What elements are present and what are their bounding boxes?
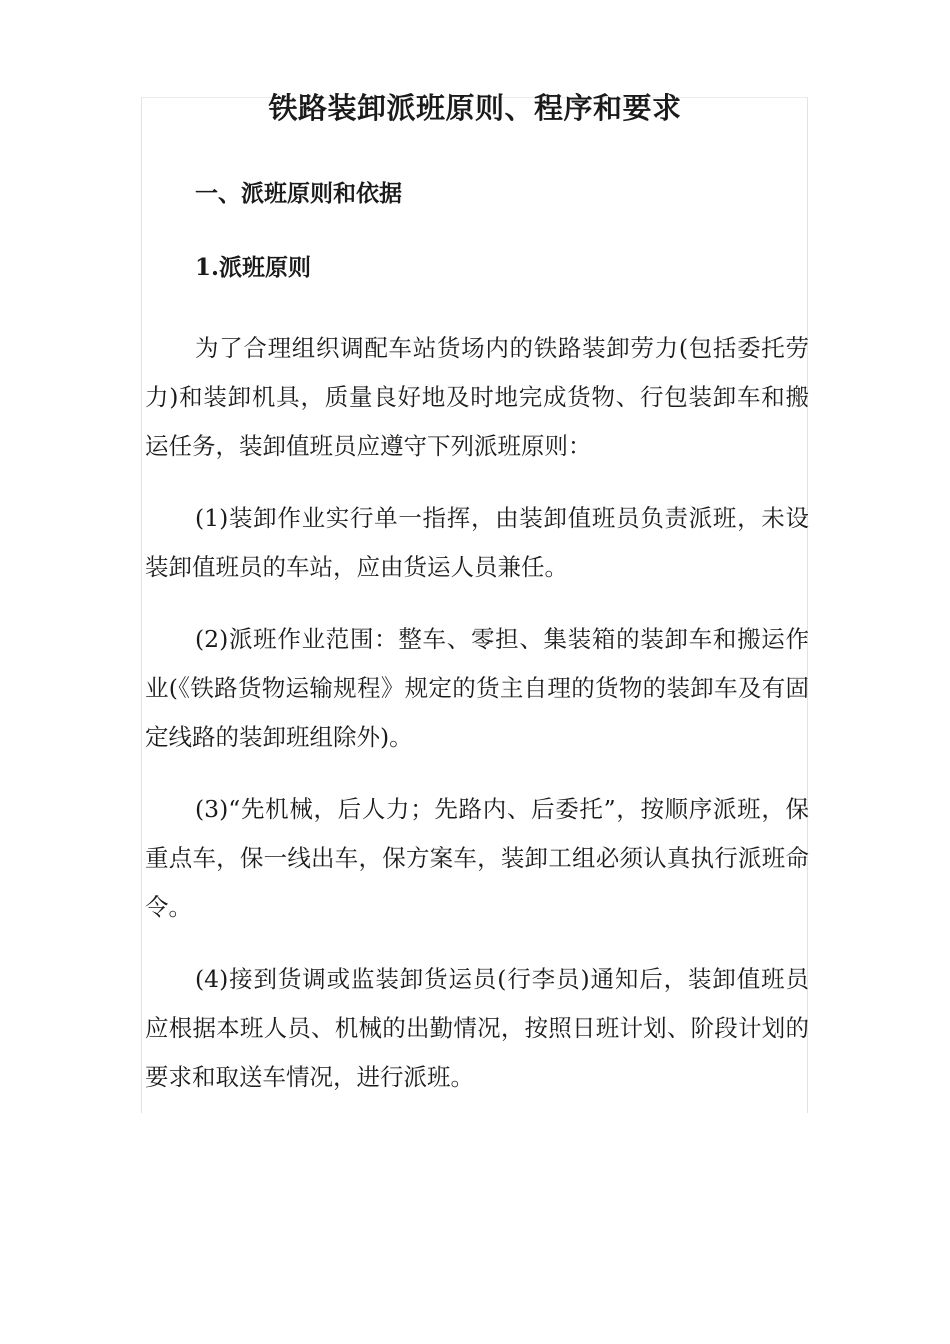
- paragraph-principle-2: (2)派班作业范围：整车、零担、集装箱的装卸车和搬运作业(《铁路货物运输规程》规定的货主自理的货物的装卸车及有固定线路的装卸班组除外)。: [145, 625, 809, 751]
- paragraph-intro: 为了合理组织调配车站货场内的铁路装卸劳力(包括委托劳力)和装卸机具，质量良好地及时地完成货物、行包装卸车和搬运任务，装卸值班员应遵守下列派班原则：: [145, 334, 809, 460]
- paragraph-principle-3: (3)“先机械，后人力；先路内、后委托”，按顺序派班，保重点车，保一线出车，保方案车，装卸工组必须认真执行派班命令。: [145, 795, 809, 921]
- section-heading: 一、派班原则和依据: [195, 181, 402, 207]
- subsection-heading: 1.派班原则: [195, 254, 312, 281]
- document-body: [145, 176, 809, 1125]
- paragraph-principle-4: (4)接到货调或监装卸货运员(行李员)通知后，装卸值班员应根据本班人员、机械的出勤情况，按照日班计划、阶段计划的要求和取送车情况，进行派班。: [145, 965, 809, 1091]
- paragraph-principle-1: (1)装卸作业实行单一指挥，由装卸值班员负责派班，未设装卸值班员的车站，应由货运人员兼任。: [145, 504, 809, 581]
- document-title: 铁路装卸派班原则、程序和要求: [268, 91, 682, 125]
